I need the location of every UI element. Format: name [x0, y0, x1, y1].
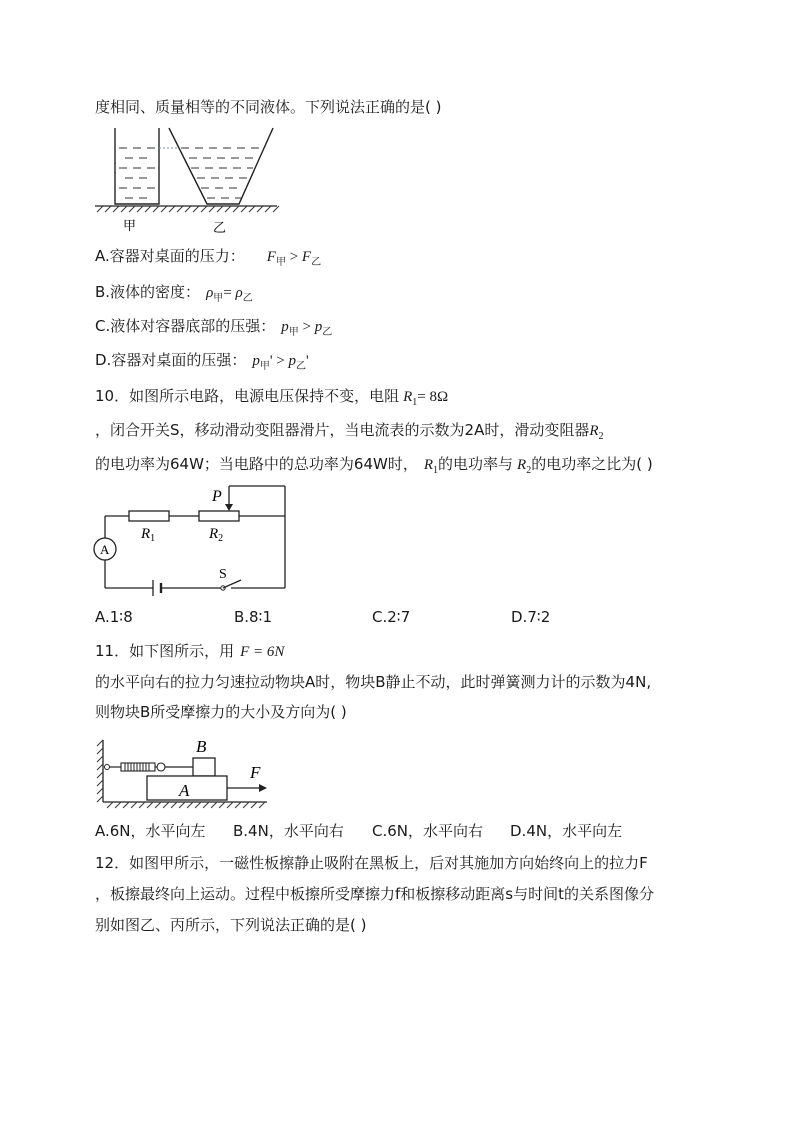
q12-stem-line3: 别如图乙、丙所示，下列说法正确的是( ) — [95, 916, 367, 934]
q10-option-c: C.2∶7 — [372, 608, 411, 626]
spring-scale — [121, 763, 155, 771]
label-b: B — [196, 737, 207, 756]
q12-stem-line2: ，板擦最终向上运动。过程中板擦所受摩擦力f和板擦移动距离s与时间t的关系图像分 — [95, 885, 654, 903]
q9-intro: 度相同、质量相等的不同液体。下列说法正确的是( ) — [95, 98, 442, 116]
container-yi — [169, 128, 273, 204]
q10-circuit-figure — [95, 484, 295, 594]
label-f: F — [250, 763, 261, 782]
q11-blocks-figure — [95, 734, 275, 812]
q11-stem-line3: 则物块B所受摩擦力的大小及方向为( ) — [95, 703, 347, 721]
q11-stem-line1: 11．如下图所示，用 F = 6N — [95, 642, 285, 660]
q9-containers-figure — [95, 128, 285, 238]
q9-option-a: A.容器对桌面的压力： $F_甲 > F_乙$ — [95, 247, 322, 268]
q11-option-d: D.4N，水平向左 — [510, 822, 623, 840]
label-r1: $R_1$ — [141, 526, 156, 544]
block-b — [193, 758, 215, 776]
q11-option-b: B.4N，水平向右 — [233, 822, 344, 840]
q11-option-a: A.6N，水平向左 — [95, 822, 206, 840]
label-switch: S — [219, 567, 227, 582]
label-ammeter: A — [100, 542, 110, 557]
label-r2: $R_2$ — [209, 526, 224, 544]
q12-stem-line1: 12．如图甲所示，一磁性板擦静止吸附在黑板上，后对其施加方向始终向上的拉力F — [95, 854, 648, 872]
label-jia: 甲 — [123, 218, 137, 233]
q10-stem-line2: ，闭合开关S，移动滑动变阻器滑片，当电流表的示数为2A时，滑动变阻器$R_2$ — [95, 421, 604, 442]
container-jia — [115, 128, 159, 204]
q10-option-d: D.7∶2 — [511, 608, 551, 626]
resistor-r2 — [199, 511, 239, 521]
q10-stem-line1: 10．如图所示电路，电源电压保持不变，电阻 $R_1= 8\Omega$ — [95, 387, 449, 408]
q11-stem-line2: 的水平向右的拉力匀速拉动物块A时，物块B静止不动，此时弹簧测力计的示数为4N, — [95, 673, 652, 691]
label-p: P — [212, 488, 222, 505]
q11-option-c: C.6N，水平向右 — [372, 822, 484, 840]
q10-stem-line3: 的电功率为64W；当电路中的总功率为64W时， $R_1$的电功率与 $R_2$的电功率之比为( ) — [95, 455, 653, 476]
label-a: A — [179, 781, 190, 800]
q9-option-c: C.液体对容器底部的压强： $p_甲 > p_乙$ — [95, 317, 333, 338]
q9-option-d: D.容器对桌面的压强： $p_甲' > p_乙'$ — [95, 351, 309, 372]
label-yi: 乙 — [213, 220, 227, 235]
q9-option-b: B.液体的密度： $\rho_甲= \rho_乙$ — [95, 283, 253, 304]
q10-option-a: A.1∶8 — [95, 608, 133, 626]
q10-option-b: B.8∶1 — [234, 608, 273, 626]
resistor-r1 — [129, 511, 169, 521]
